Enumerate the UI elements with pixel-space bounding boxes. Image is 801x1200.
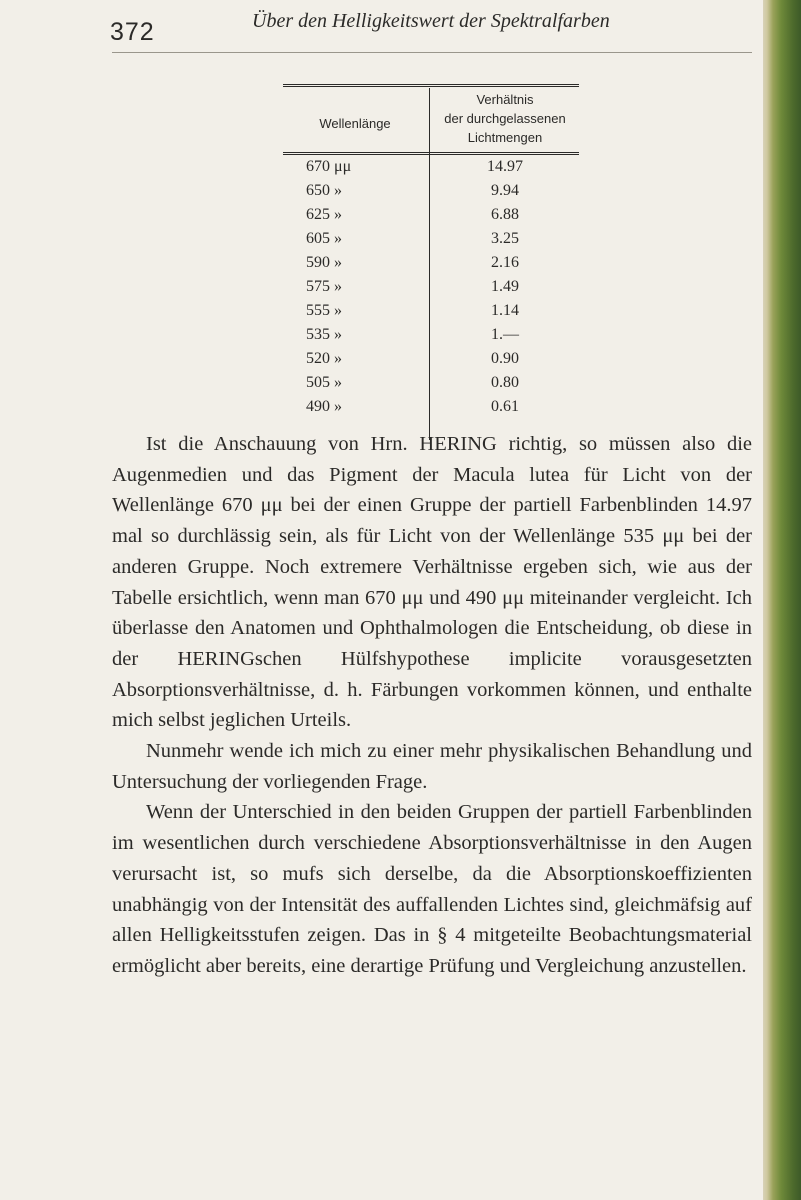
paragraph: Ist die Anschauung von Hrn. HERING richtig, so müssen also die Augenmedien und das Pigment der Macula lutea für Licht von der Wellenlänge 670 μμ bei der einen Gruppe der partiell Farbenblinden 14.97 mal so durchlässig sein, als für Licht von der Wellenlänge 535 μμ bei der anderen Gruppe. Noch extremere Verhältnisse ergeben sich, wie aus der Tabelle ersichtlich, wenn man 670 μμ und 490 μμ miteinander vergleicht. Ich überlasse den Anatomen und Ophthalmologen die Entscheidung, ob diese in der HERINGschen Hülfshypothese implicite vorausgesetzten Absorptionsverhältnisse, d. h. Färbungen vorkommen können, und enthalte mich selbst jeglichen Urteils. bbox=[112, 433, 752, 732]
running-head: Über den Helligkeitswert der Spektralfarben bbox=[252, 10, 610, 32]
ratio-cell: 6.88 bbox=[491, 206, 519, 223]
column-header-ratio-line: Verhältnis bbox=[476, 92, 534, 107]
wavelength-cell: 490 » bbox=[306, 398, 342, 415]
wavelength-cell: 590 » bbox=[306, 254, 342, 271]
table-top-rule bbox=[283, 84, 579, 87]
column-header-ratio-line: Lichtmengen bbox=[467, 130, 543, 145]
book-edge bbox=[763, 0, 801, 1200]
data-table bbox=[283, 84, 579, 424]
table-row bbox=[283, 326, 579, 348]
ratio-cell: 9.94 bbox=[491, 182, 519, 199]
wavelength-cell: 535 » bbox=[306, 326, 342, 343]
ratio-cell: 1.14 bbox=[491, 302, 519, 319]
column-header-ratio bbox=[431, 90, 579, 147]
ratio-cell: 0.61 bbox=[491, 398, 519, 415]
wavelength-cell: 505 » bbox=[306, 374, 342, 391]
page-number: 372 bbox=[110, 18, 155, 46]
table-row bbox=[283, 230, 579, 252]
table-row bbox=[283, 182, 579, 204]
table-row bbox=[283, 350, 579, 372]
table-row bbox=[283, 374, 579, 396]
wavelength-cell: 520 » bbox=[306, 350, 342, 367]
wavelength-cell: 555 » bbox=[306, 302, 342, 319]
table-row bbox=[283, 158, 579, 180]
table-row bbox=[283, 398, 579, 420]
header-rule bbox=[112, 52, 752, 53]
ratio-cell: 0.80 bbox=[491, 374, 519, 391]
body-text bbox=[112, 429, 752, 982]
paragraph: Wenn der Unterschied in den beiden Gruppen der partiell Farbenblinden im wesentlichen durch verschiedene Absorptionsverhältnisse in den Augen verursacht ist, so mufs sich derselbe, da die Absorptionskoeffizienten unabhängig von der Intensität des auffallenden Lichtes sind, gleichmäfsig auf allen Helligkeitsstufen zeigen. Das in § 4 mitgeteilte Beobachtungsmaterial ermöglicht aber bereits, eine derartige Prüfung und Vergleichung anzustellen. bbox=[112, 801, 752, 977]
ratio-cell: 1.49 bbox=[491, 278, 519, 295]
ratio-cell: 1.— bbox=[491, 326, 519, 343]
ratio-cell: 3.25 bbox=[491, 230, 519, 247]
wavelength-cell: 605 » bbox=[306, 230, 342, 247]
ratio-cell: 2.16 bbox=[491, 254, 519, 271]
wavelength-cell: 650 » bbox=[306, 182, 342, 199]
wavelength-cell: 575 » bbox=[306, 278, 342, 295]
ratio-cell: 0.90 bbox=[491, 350, 519, 367]
table-row bbox=[283, 206, 579, 228]
ratio-cell: 14.97 bbox=[487, 158, 523, 175]
wavelength-cell: 625 » bbox=[306, 206, 342, 223]
wavelength-cell: 670 μμ bbox=[306, 158, 352, 175]
paragraph: Nunmehr wende ich mich zu einer mehr physikalischen Behandlung und Untersuchung der vorliegenden Frage. bbox=[112, 740, 752, 793]
table-row bbox=[283, 302, 579, 324]
table-row bbox=[283, 278, 579, 300]
column-header-ratio-line: der durchgelassenen bbox=[444, 111, 566, 126]
column-header-wavelength: Wellenlänge bbox=[319, 116, 391, 131]
table-header-rule bbox=[283, 152, 579, 155]
table-row bbox=[283, 254, 579, 276]
